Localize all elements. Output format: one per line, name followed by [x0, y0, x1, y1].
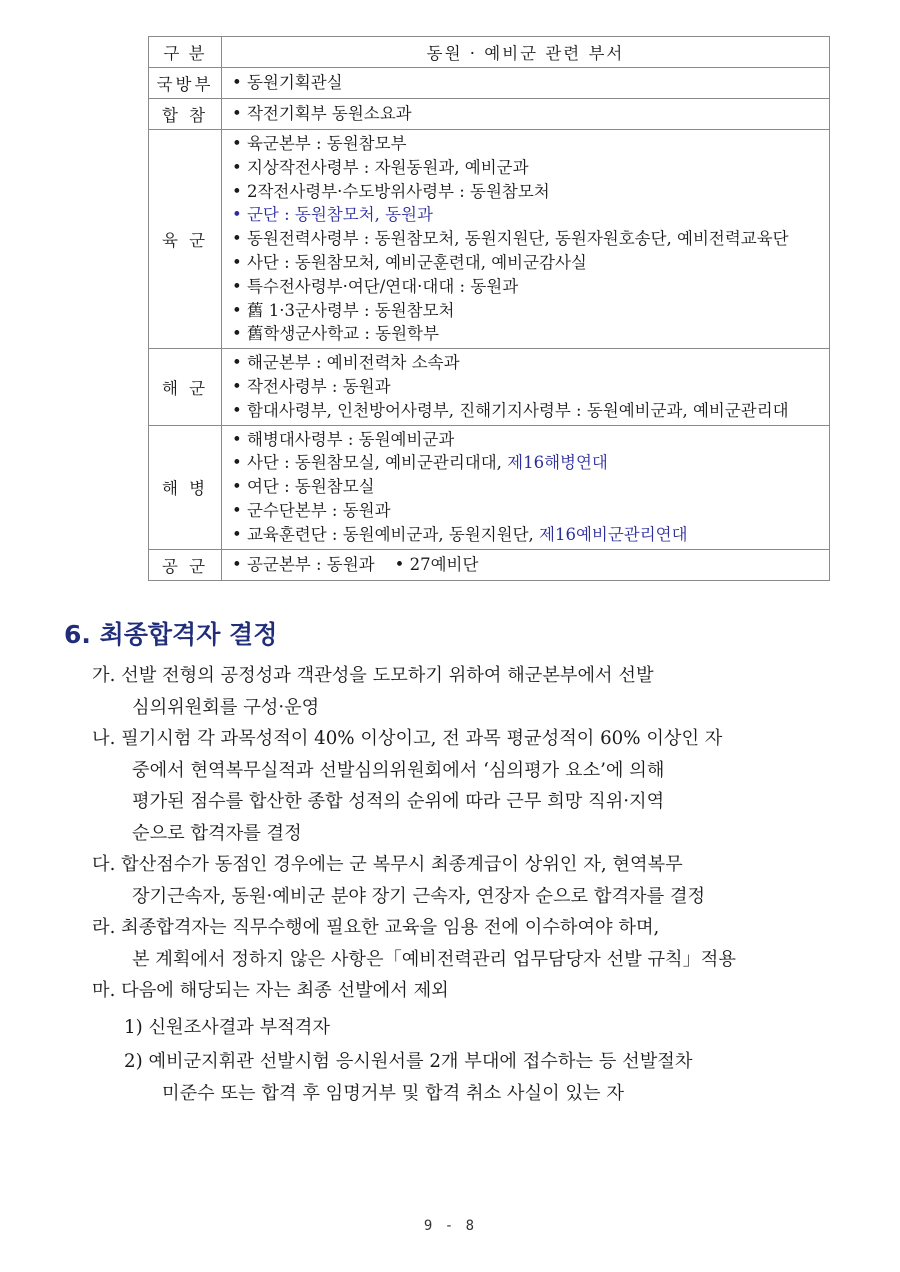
department-line: • 해군본부 : 예비전력차 소속과: [232, 353, 460, 373]
paragraph-ra: [92, 912, 842, 975]
department-line: • 군단 : 동원참모처, 동원과: [232, 205, 433, 225]
department-line: • 작전사령부 : 동원과: [232, 376, 391, 396]
department-line: • 여단 : 동원참모실: [232, 477, 375, 497]
department-text: • 27예비단: [394, 554, 479, 574]
paragraph-line: 라. 최종합격자는 직무수행에 필요한 교육을 임용 전에 이수하여야 하며,: [92, 917, 660, 938]
department-line: • 동원기획관실: [232, 73, 343, 92]
department-text: • 교육훈련단 : 동원예비군과, 동원지원단,: [232, 524, 540, 544]
paragraph-line: 미준수 또는 합격 후 임명거부 및 합격 취소 사실이 있는 자: [162, 1082, 624, 1104]
paragraph-line: 마. 다음에 해당되는 자는 최종 선발에서 제외: [92, 980, 449, 1001]
row-departments: [222, 425, 830, 549]
header-category: 구 분: [149, 37, 222, 68]
department-line: • 지상작전사령부 : 자원동원과, 예비군과: [232, 157, 529, 177]
row-departments: [222, 68, 830, 99]
department-table: [148, 36, 830, 581]
highlighted-unit: 제16해병연대: [507, 453, 608, 473]
department-line: • 군수단본부 : 동원과: [232, 500, 391, 520]
row-category: 합 참: [149, 99, 222, 130]
paragraph-line: 다. 합산점수가 동점인 경우에는 군 복무시 최종계급이 상위인 자, 현역복무: [92, 854, 683, 875]
paragraph-line: 1) 신원조사결과 부적격자: [124, 1017, 330, 1038]
paragraph-line: 장기근속자, 동원·예비군 분야 장기 근속자, 연장자 순으로 합격자를 결정: [132, 885, 706, 907]
row-category: 공 군: [149, 549, 222, 580]
row-category: 해 군: [149, 349, 222, 425]
table-row: [149, 425, 830, 549]
department-line: [232, 552, 829, 578]
paragraph-ma: [92, 975, 842, 1007]
paragraph-line: 본 계획에서 정하지 않은 사항은「예비전력관리 업무담당자 선발 규칙」적용: [132, 948, 736, 970]
paragraph-line: 2) 예비군지휘관 선발시험 응시원서를 2개 부대에 접수하는 등 선발절차: [124, 1051, 693, 1072]
department-line: • 육군본부 : 동원참모부: [232, 134, 407, 153]
department-line: • 사단 : 동원참모처, 예비군훈련대, 예비군감사실: [232, 252, 587, 272]
page-number: 9 - 8: [423, 1218, 477, 1234]
department-line: • 2작전사령부·수도방위사령부 : 동원참모처: [232, 181, 550, 201]
row-departments: [222, 349, 830, 425]
highlighted-unit: 제16예비군관리연대: [539, 524, 688, 544]
department-line: • 함대사령부, 인천방어사령부, 진해기지사령부 : 동원예비군과, 예비군관리대: [232, 400, 789, 420]
table-row: [149, 99, 830, 130]
row-departments: [222, 549, 830, 580]
paragraph-line: 심의위원회를 구성·운영: [132, 696, 320, 718]
department-line: [232, 523, 829, 547]
section-title: 6. 최종합격자 결정: [64, 620, 278, 649]
department-line: • 舊학생군사학교 : 동원학부: [232, 324, 439, 344]
paragraph-line: 중에서 현역복무실적과 선발심의위원회에서 ‘심의평가 요소’에 의해: [132, 759, 665, 781]
department-line: • 해병대사령부 : 동원예비군과: [232, 429, 455, 449]
table-row: [149, 349, 830, 425]
department-line: • 특수전사령부·여단/연대·대대 : 동원과: [232, 276, 519, 296]
paragraph-na: [92, 723, 842, 849]
department-text: • 공군본부 : 동원과: [232, 554, 375, 574]
table-row: [149, 130, 830, 349]
paragraph-line: 가. 선발 전형의 공정성과 객관성을 도모하기 위하여 해군본부에서 선발: [92, 665, 654, 686]
table-row: [149, 68, 830, 99]
row-departments: [222, 130, 830, 349]
department-text: • 사단 : 동원참모실, 예비군관리대대,: [232, 453, 508, 473]
paragraph-ga: [92, 660, 842, 723]
department-line: • 동원전력사령부 : 동원참모처, 동원지원단, 동원자원호송단, 예비전력교육단: [232, 229, 789, 249]
table-header-row: [149, 37, 830, 68]
paragraph-da: [92, 849, 842, 912]
sub-item-2: [124, 1046, 692, 1109]
row-category: 육 군: [149, 130, 222, 349]
paragraph-line: 나. 필기시험 각 과목성적이 40% 이상이고, 전 과목 평균성적이 60% 이상인 자: [92, 728, 723, 749]
row-departments: [222, 99, 830, 130]
department-line: • 작전기획부 동원소요과: [232, 104, 412, 123]
department-line: • 舊 1·3군사령부 : 동원참모처: [232, 300, 455, 320]
row-category: 해 병: [149, 425, 222, 549]
row-category: 국방부: [149, 68, 222, 99]
paragraph-line: 평가된 점수를 합산한 종합 성적의 순위에 따라 근무 희망 직위·지역: [132, 791, 665, 812]
paragraph-line: 순으로 합격자를 결정: [132, 822, 302, 844]
table-row: [149, 549, 830, 580]
sub-item-1: [124, 1012, 330, 1044]
header-departments: 동원 · 예비군 관련 부서: [222, 37, 830, 68]
department-line: [232, 451, 829, 475]
